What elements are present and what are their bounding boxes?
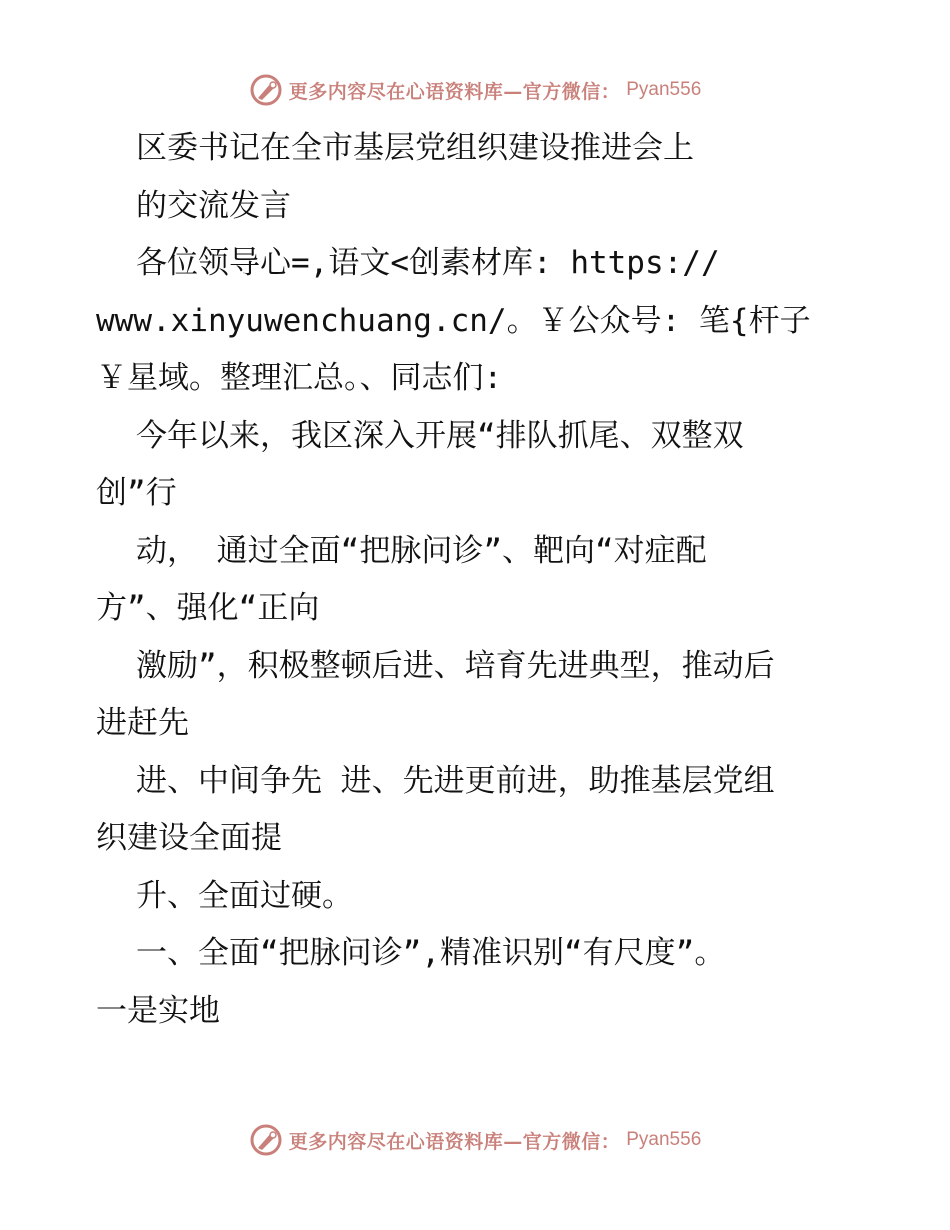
body-line: 创”行 — [96, 475, 177, 511]
body-line: 激励”，积极整顿后进、培育先进典型，推动后 — [136, 647, 775, 684]
section-heading-line: 一、全面“把脉问诊”,精准识别“有尺度”。 — [136, 935, 726, 971]
pen-nib-logo-icon — [249, 73, 283, 107]
body-line: ￥星域。整理汇总。、同志们: — [96, 360, 503, 396]
body-line: 升、全面过硬。 — [136, 877, 353, 914]
body-line: 方”、强化“正向 — [96, 590, 320, 626]
header-banner-wechat-id: Pyan556 — [626, 79, 702, 100]
document-body — [96, 120, 856, 1040]
body-line: 织建设全面提 — [96, 820, 282, 856]
footer-banner-text: 更多内容尽在心语资料库—官方微信： — [288, 1130, 621, 1153]
body-line: 动， 通过全面“把脉问诊”、靶向“对症配 — [136, 532, 707, 569]
body-line: 进、中间争先 进、先进更前进，助推基层党组 — [136, 762, 775, 799]
header-watermark-banner — [0, 70, 950, 110]
pen-nib-logo-icon — [249, 1123, 283, 1157]
header-banner-text: 更多内容尽在心语资料库—官方微信： — [288, 80, 621, 103]
body-line: 各位领导心=,语文<创素材库: https:// — [136, 245, 720, 281]
footer-watermark-banner — [0, 1120, 950, 1160]
body-line: 进赶先 — [96, 705, 189, 741]
title-line-1: 区委书记在全市基层党组织建设推进会上 — [136, 130, 694, 166]
body-line: 今年以来，我区深入开展“排队抓尾、双整双 — [136, 417, 744, 454]
title-line-2: 的交流发言 — [136, 187, 291, 224]
body-line: 一是实地 — [96, 992, 220, 1029]
footer-banner-wechat-id: Pyan556 — [626, 1129, 702, 1150]
body-line: www.xinyuwenchuang.cn/。￥公众号: 笔{杆子 — [96, 302, 811, 339]
